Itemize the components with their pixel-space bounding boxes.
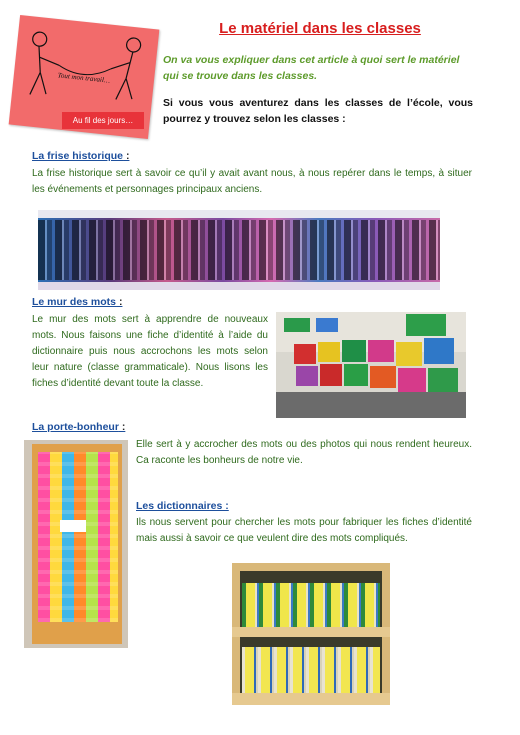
mur-text: Le mur des mots sert à apprendre de nouveaux mots. Nous faisons une fiche d’identité à l’aide du dictionnaire puis nous accrochons les mots selon leur nature (classe grammaticale). Nous lisons les fiches d’identité devant toute la classe. xyxy=(32,314,268,389)
logo-caption: Au fil des jours… xyxy=(62,112,144,129)
dico-heading: Les dictionnaires : xyxy=(136,500,229,512)
frise-photo xyxy=(38,210,440,290)
frise-heading: La frise historique : xyxy=(32,150,130,162)
page-title: Le matériel dans les classes xyxy=(219,20,421,37)
porte-text: Elle sert à y accrocher des mots ou des photos qui nous rendent heureux. Ca raconte les bonheurs de notre vie. xyxy=(136,439,472,466)
porte-photo xyxy=(24,440,128,648)
frise-text: La frise historique sert à savoir ce qu’il y avait avant nous, à nous repérer dans le temps, à situer les événements et personnages principaux anciens. xyxy=(32,168,472,195)
dico-text: Ils nous servent pour chercher les mots pour fabriquer les fiches d’identité mais aussi à savoir ce que veulent dire des mots compliqués. xyxy=(136,517,472,544)
intro-italic: On va vous expliquer dans cet article à quoi sert le matériel qui se trouve dans les classes. xyxy=(163,54,460,82)
mur-photo xyxy=(276,312,466,418)
porte-heading: La porte-bonheur : xyxy=(32,421,126,433)
mur-heading: Le mur des mots : xyxy=(32,296,123,308)
logo-scribble: Tout mon travail… xyxy=(57,71,111,85)
dictionnaires-photo xyxy=(232,563,390,705)
intro-text: Si vous vous aventurez dans les classes de l’école, vous pourrez y trouvez selon les classes : xyxy=(163,97,473,125)
